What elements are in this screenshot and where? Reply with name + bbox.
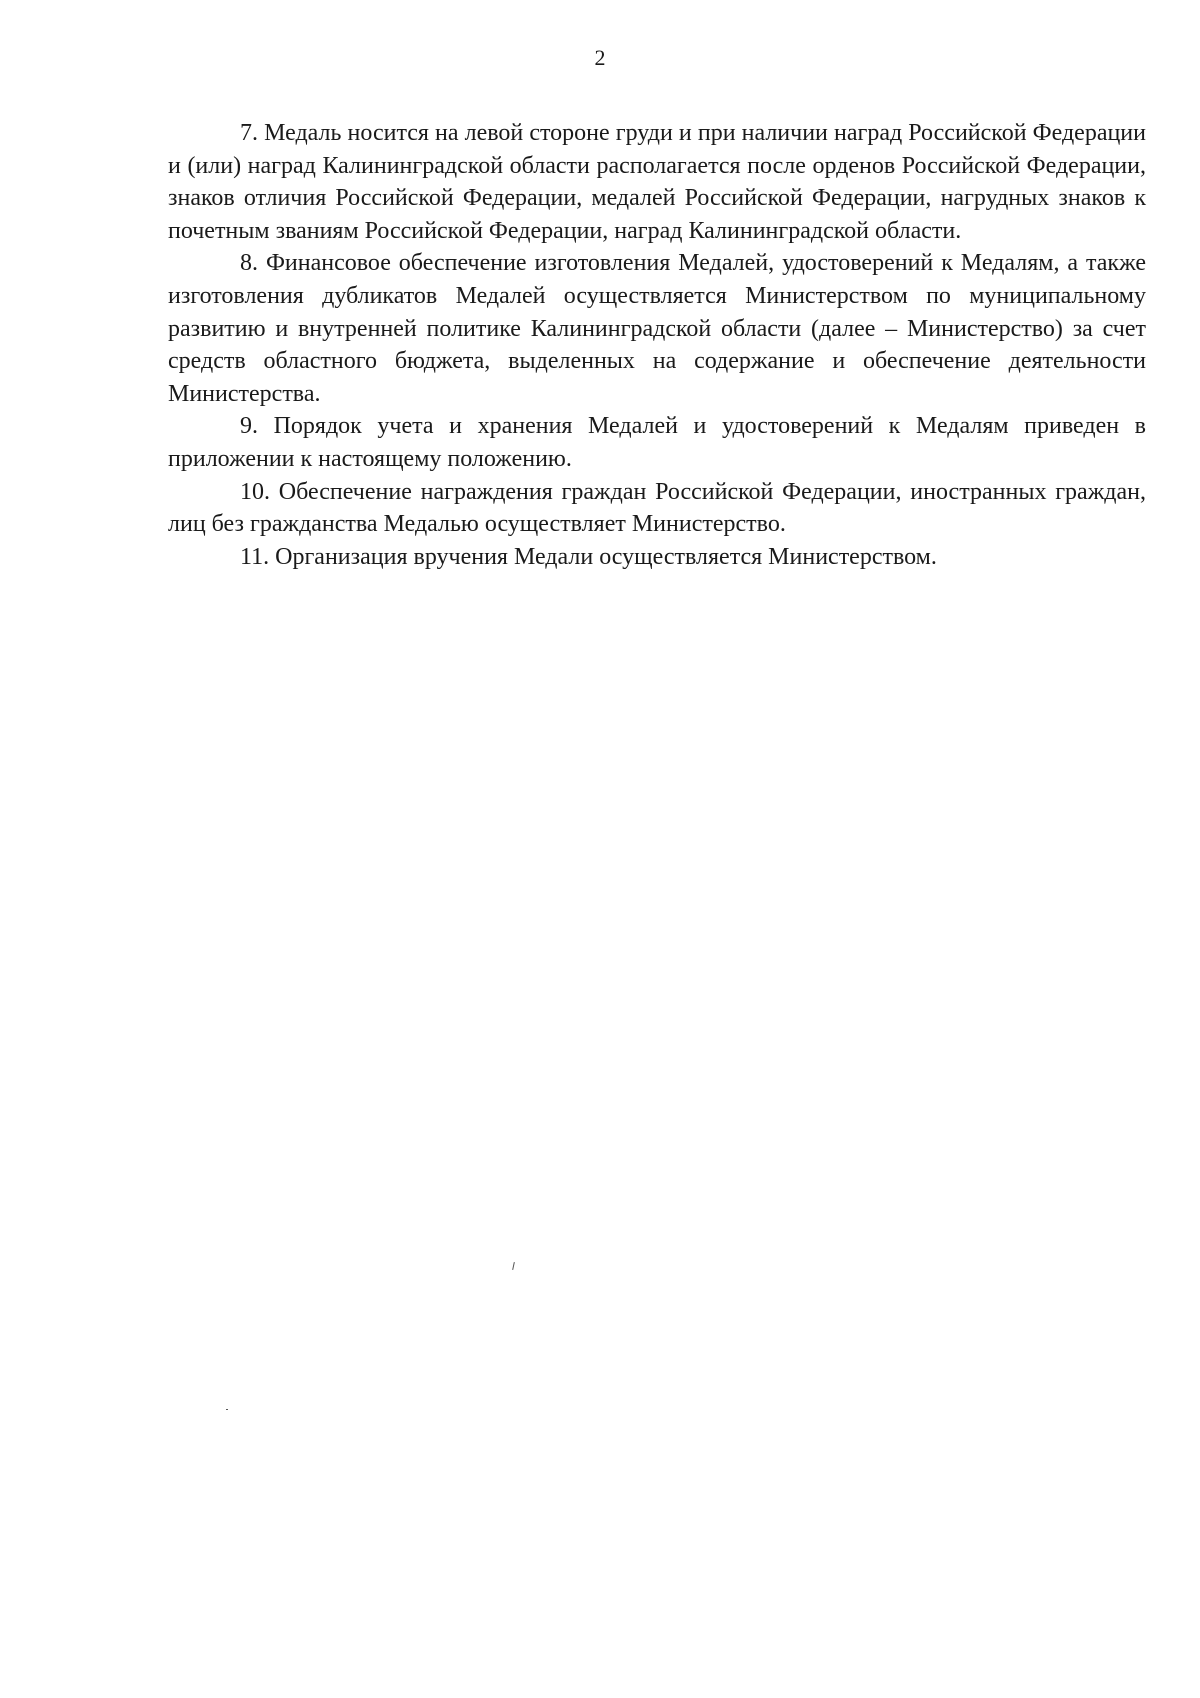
document-body	[168, 117, 1146, 573]
paragraph-10: 10. Обеспечение награждения граждан Российской Федерации, иностранных граждан, лиц без гражданства Медалью осуществляет Министерство.	[168, 478, 1146, 538]
paragraph-8: 8. Финансовое обеспечение изготовления Медалей, удостоверений к Медалям, а также изготовления дубликатов Медалей осуществляется Министерством по муниципальному развитию и внутренней политике Калининградской области (далее – Министерство) за счет средств областного бюджета, выделенных на содержание и обеспечение деятельности Министерства.	[168, 250, 1146, 407]
paragraph-7: 7. Медаль носится на левой стороне груди и при наличии наград Российской Федерации и (или) наград Калининградской области располагается после орденов Российской Федерации, знаков отличия Российской Федерации, медалей Российской Федерации, нагрудных знаков к почетным званиям Российской Федерации, наград Калининградской области.	[168, 120, 1146, 244]
scan-artifact-dot	[226, 1409, 228, 1410]
page-number: 2	[594, 45, 606, 70]
paragraph-11: 11. Организация вручения Медали осуществляется Министерством.	[240, 543, 937, 570]
scan-artifact-mark	[512, 1262, 515, 1270]
paragraph-9: 9. Порядок учета и хранения Медалей и удостоверений к Медалям приведен в приложении к настоящему положению.	[168, 413, 1146, 472]
